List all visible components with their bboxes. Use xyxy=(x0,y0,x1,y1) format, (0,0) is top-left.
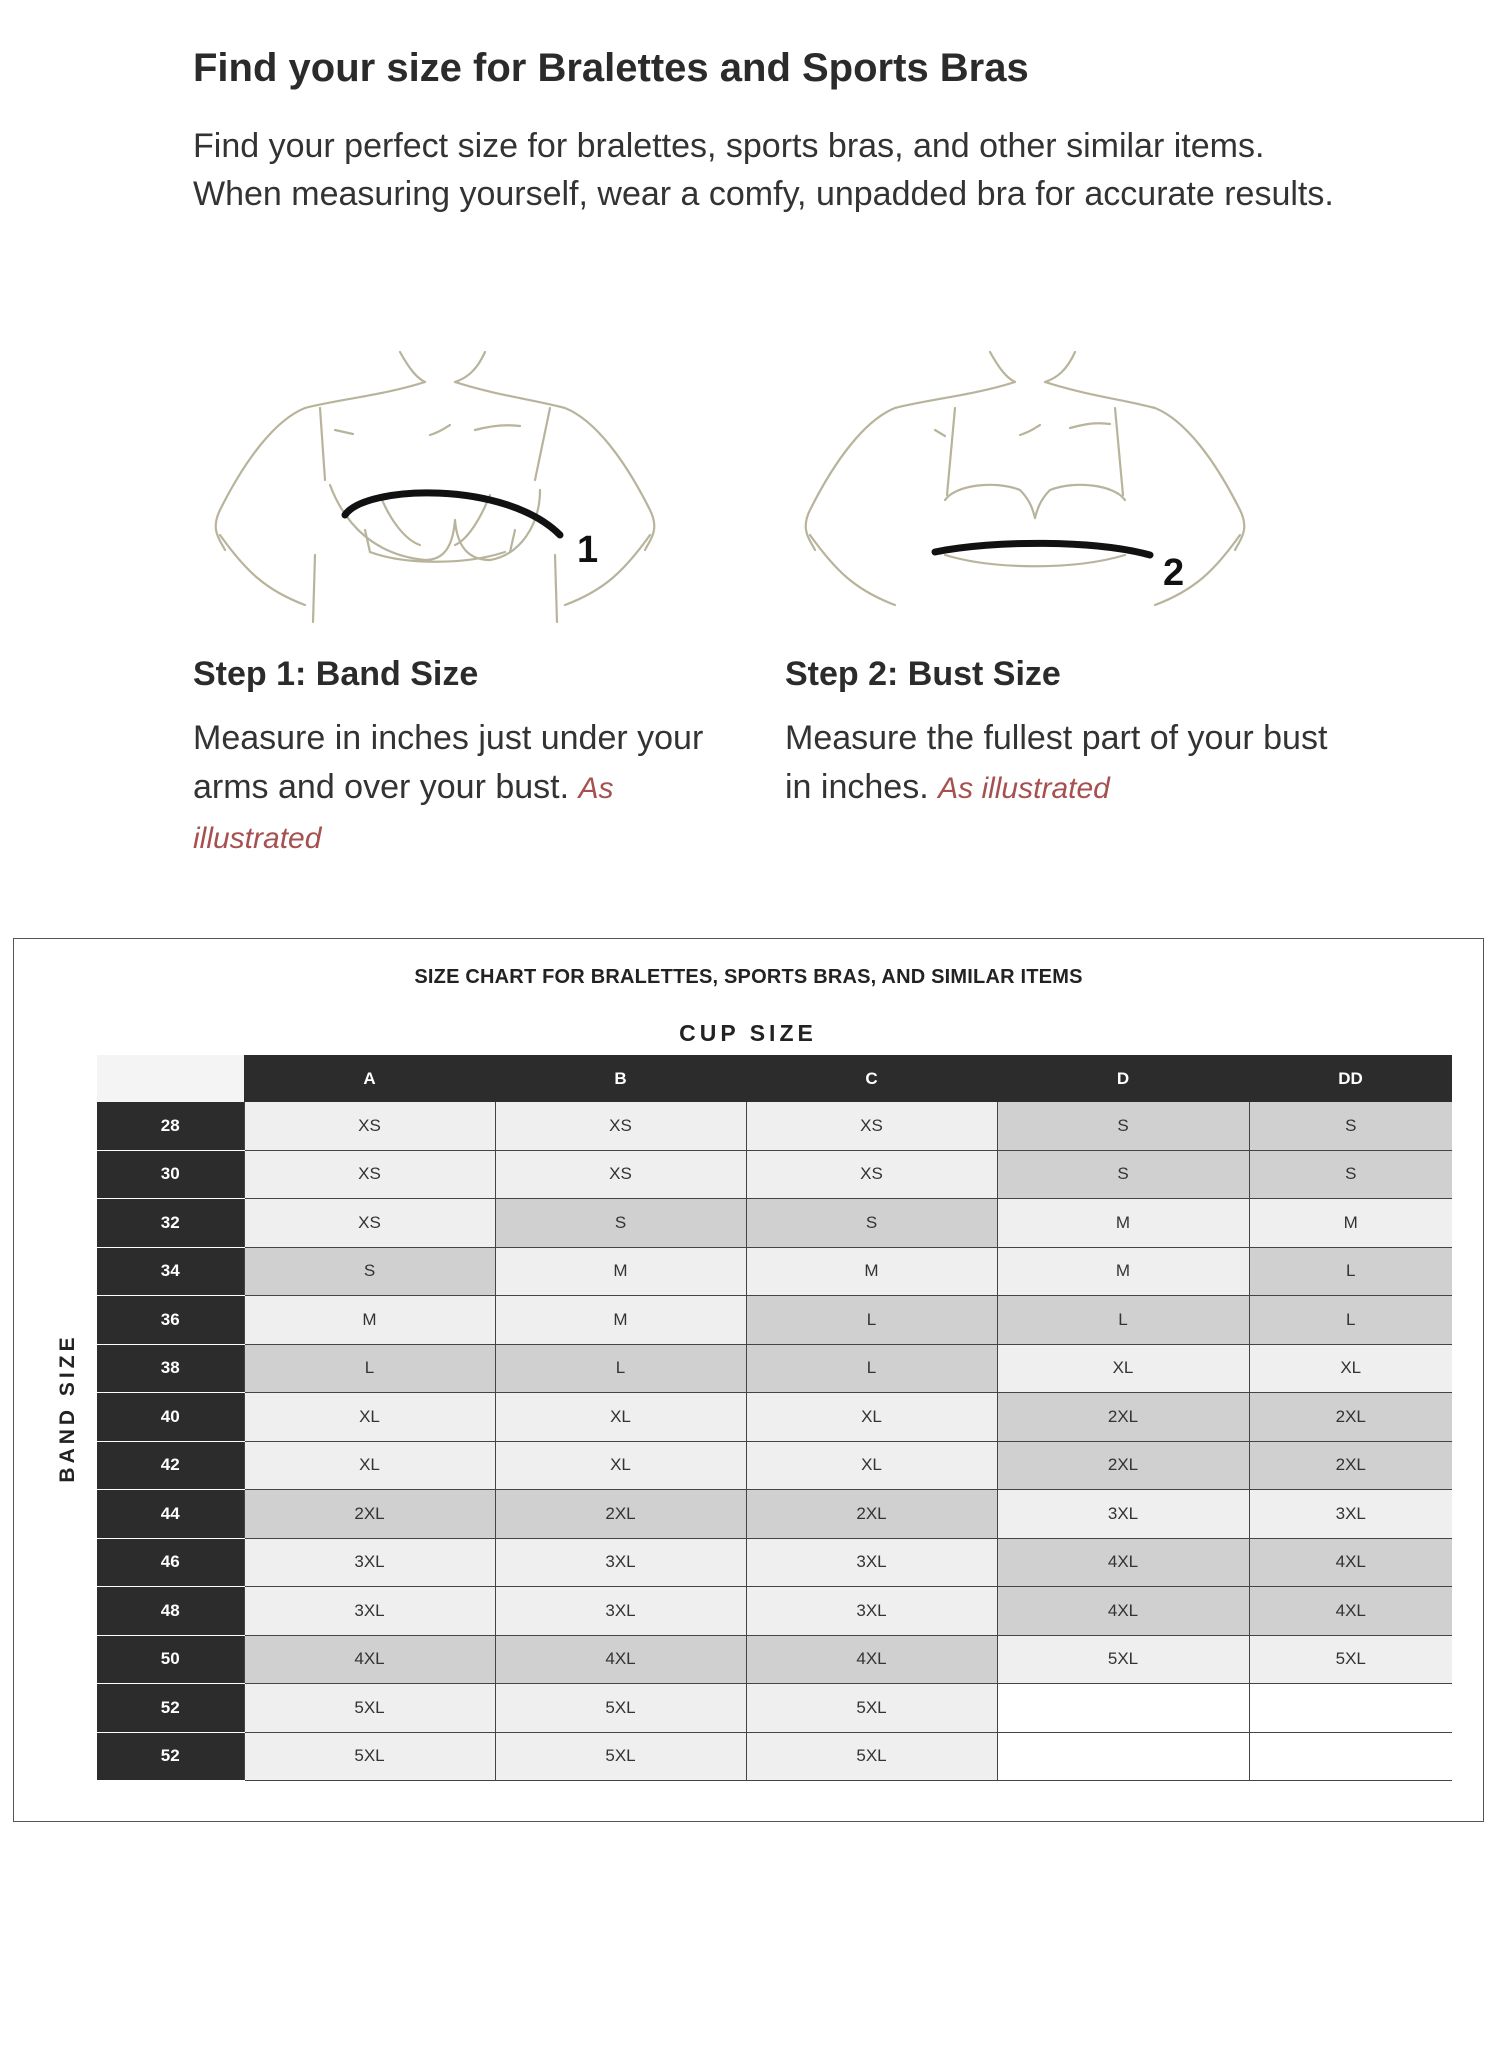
cup-header: B xyxy=(495,1055,746,1102)
table-row xyxy=(97,1344,1452,1393)
size-cell: L xyxy=(746,1296,997,1345)
size-cell: L xyxy=(495,1344,746,1393)
size-chart-title: SIZE CHART FOR BRALETTES, SPORTS BRAS, AND SIMILAR ITEMS xyxy=(414,966,1083,988)
size-cell: XS xyxy=(746,1102,997,1150)
size-cell: 5XL xyxy=(1249,1635,1452,1684)
size-cell: L xyxy=(746,1344,997,1393)
table-row xyxy=(97,1102,1452,1150)
size-cell: 5XL xyxy=(244,1684,495,1733)
cup-header: C xyxy=(746,1055,997,1102)
band-size-cell: 52 xyxy=(97,1732,244,1781)
bust-marker: 2 xyxy=(1163,552,1185,594)
size-cell: XL xyxy=(746,1441,997,1490)
size-cell: S xyxy=(495,1199,746,1248)
size-cell: XL xyxy=(1249,1344,1452,1393)
size-cell: 3XL xyxy=(746,1587,997,1636)
size-cell: 2XL xyxy=(746,1490,997,1539)
size-cell: 5XL xyxy=(746,1684,997,1733)
band-size-cell: 38 xyxy=(97,1344,244,1393)
size-cell: XS xyxy=(495,1150,746,1199)
band-size-cell: 30 xyxy=(97,1150,244,1199)
step2-description: Measure the fullest part of your bust in inches. xyxy=(785,719,1328,806)
step1-illustration-link[interactable]: As illustrated xyxy=(193,772,614,855)
cup-header: A xyxy=(244,1055,495,1102)
size-cell: L xyxy=(1249,1296,1452,1345)
size-cell: M xyxy=(997,1247,1249,1296)
step1-title: Step 1: Band Size xyxy=(193,655,479,693)
size-cell: 4XL xyxy=(746,1635,997,1684)
band-size-cell: 52 xyxy=(97,1684,244,1733)
table-row xyxy=(97,1247,1452,1296)
table-row xyxy=(97,1393,1452,1442)
step2-title: Step 2: Bust Size xyxy=(785,655,1061,693)
size-cell: 4XL xyxy=(244,1635,495,1684)
size-cell: L xyxy=(244,1344,495,1393)
size-cell: 3XL xyxy=(495,1587,746,1636)
band-marker: 1 xyxy=(577,529,599,571)
size-cell: 3XL xyxy=(997,1490,1249,1539)
size-cell: XL xyxy=(997,1344,1249,1393)
size-chart-body xyxy=(97,1102,1452,1781)
size-cell: 5XL xyxy=(746,1732,997,1781)
size-cell: 5XL xyxy=(997,1635,1249,1684)
step2-text xyxy=(785,714,1340,813)
size-cell: M xyxy=(495,1296,746,1345)
size-cell: 2XL xyxy=(244,1490,495,1539)
band-size-cell: 40 xyxy=(97,1393,244,1442)
size-cell: XS xyxy=(495,1102,746,1150)
size-cell: 3XL xyxy=(495,1538,746,1587)
band-size-cell: 34 xyxy=(97,1247,244,1296)
size-cell: XL xyxy=(495,1441,746,1490)
table-row xyxy=(97,1538,1452,1587)
size-cell: 2XL xyxy=(495,1490,746,1539)
size-cell: 3XL xyxy=(1249,1490,1452,1539)
cup-size-header-row xyxy=(97,1055,1452,1102)
size-cell: XL xyxy=(495,1393,746,1442)
size-cell: 4XL xyxy=(1249,1587,1452,1636)
band-size-cell: 42 xyxy=(97,1441,244,1490)
band-size-cell: 46 xyxy=(97,1538,244,1587)
bust-measurement-illustration xyxy=(795,340,1305,630)
band-measurement-illustration xyxy=(205,340,715,630)
size-cell: 4XL xyxy=(997,1587,1249,1636)
size-cell: S xyxy=(997,1150,1249,1199)
band-size-cell: 44 xyxy=(97,1490,244,1539)
table-row xyxy=(97,1490,1452,1539)
intro-text: Find your perfect size for bralettes, sports bras, and other similar items. When measuring yourself, wear a comfy, unpadded bra for accurate results. xyxy=(193,127,1334,213)
size-cell xyxy=(997,1684,1249,1733)
cup-size-label: CUP SIZE xyxy=(679,1020,817,1046)
size-cell: XS xyxy=(244,1199,495,1248)
table-row xyxy=(97,1150,1452,1199)
size-cell: 4XL xyxy=(1249,1538,1452,1587)
size-cell: M xyxy=(244,1296,495,1345)
table-row xyxy=(97,1684,1452,1733)
size-cell: 4XL xyxy=(997,1538,1249,1587)
band-size-cell: 50 xyxy=(97,1635,244,1684)
step1-text xyxy=(193,714,748,863)
page-title: Find your size for Bralettes and Sports Bras xyxy=(193,46,1029,90)
band-size-label: BAND SIZE xyxy=(56,1333,79,1483)
size-cell: XS xyxy=(746,1150,997,1199)
size-cell: 3XL xyxy=(746,1538,997,1587)
table-row xyxy=(97,1441,1452,1490)
table-row xyxy=(97,1587,1452,1636)
size-cell: M xyxy=(495,1247,746,1296)
cup-header: D xyxy=(997,1055,1249,1102)
band-size-cell: 28 xyxy=(97,1102,244,1150)
size-cell: S xyxy=(244,1247,495,1296)
size-cell: 3XL xyxy=(244,1538,495,1587)
size-cell: 2XL xyxy=(1249,1441,1452,1490)
size-cell: L xyxy=(997,1296,1249,1345)
size-cell: S xyxy=(746,1199,997,1248)
size-cell: L xyxy=(1249,1247,1452,1296)
table-row xyxy=(97,1732,1452,1781)
size-cell: 2XL xyxy=(997,1393,1249,1442)
table-row xyxy=(97,1296,1452,1345)
size-cell: 4XL xyxy=(495,1635,746,1684)
size-cell: 5XL xyxy=(495,1684,746,1733)
table-row xyxy=(97,1199,1452,1248)
size-cell: 5XL xyxy=(495,1732,746,1781)
size-cell: M xyxy=(1249,1199,1452,1248)
step2-illustration-link[interactable]: As illustrated xyxy=(938,772,1110,805)
size-cell: 3XL xyxy=(244,1587,495,1636)
table-row xyxy=(97,1635,1452,1684)
step1-description: Measure in inches just under your arms and over your bust. xyxy=(193,719,704,806)
size-cell: 5XL xyxy=(244,1732,495,1781)
size-cell: XS xyxy=(244,1150,495,1199)
size-cell: XS xyxy=(244,1102,495,1150)
size-cell: M xyxy=(746,1247,997,1296)
size-cell: 2XL xyxy=(997,1441,1249,1490)
size-cell: XL xyxy=(746,1393,997,1442)
size-cell: S xyxy=(1249,1150,1452,1199)
cup-header: DD xyxy=(1249,1055,1452,1102)
size-cell: XL xyxy=(244,1393,495,1442)
size-cell: S xyxy=(1249,1102,1452,1150)
band-size-cell: 36 xyxy=(97,1296,244,1345)
table-corner xyxy=(97,1055,244,1102)
size-cell xyxy=(1249,1684,1452,1733)
size-chart-table xyxy=(97,1055,1452,1781)
size-cell: S xyxy=(997,1102,1249,1150)
size-cell: M xyxy=(997,1199,1249,1248)
band-size-cell: 48 xyxy=(97,1587,244,1636)
band-size-cell: 32 xyxy=(97,1199,244,1248)
size-cell xyxy=(997,1732,1249,1781)
size-cell: XL xyxy=(244,1441,495,1490)
size-cell: 2XL xyxy=(1249,1393,1452,1442)
size-cell xyxy=(1249,1732,1452,1781)
